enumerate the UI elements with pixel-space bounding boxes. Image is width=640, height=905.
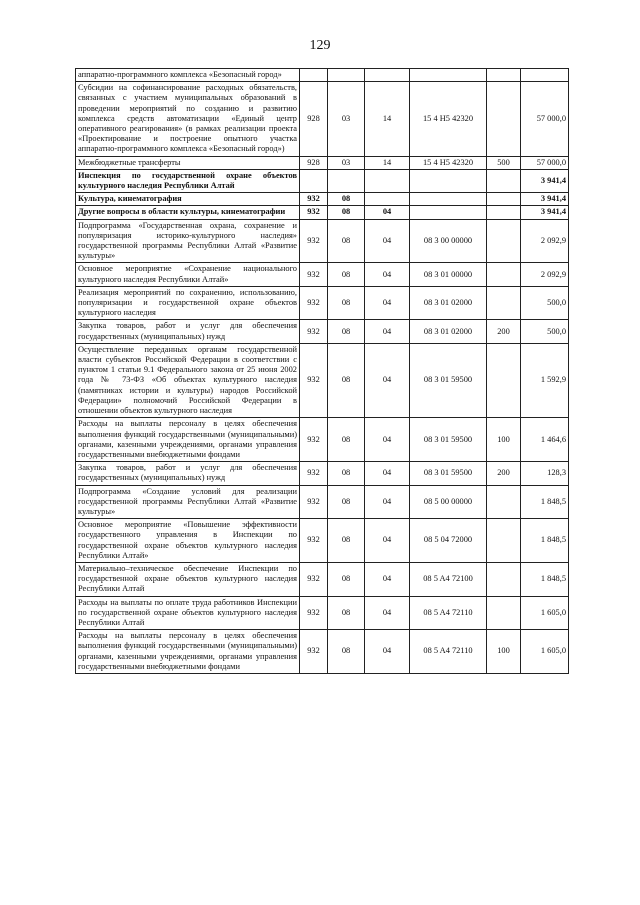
department-code-cell: 932: [300, 485, 328, 519]
amount-cell: 3 941,4: [521, 193, 569, 206]
target-article-cell: [410, 206, 487, 219]
expense-type-cell: [487, 206, 521, 219]
amount-cell: 500,0: [521, 286, 569, 320]
row-name-cell: Закупка товаров, работ и услуг для обеспечения государственных (муниципальных) нужд: [76, 462, 300, 485]
section-code-cell: 08: [328, 263, 365, 286]
department-code-cell: 932: [300, 630, 328, 674]
target-article-cell: 08 3 01 59500: [410, 462, 487, 485]
table-row: [76, 562, 569, 596]
target-article-cell: 15 4 H5 42320: [410, 82, 487, 156]
row-name-cell: Основное мероприятие «Сохранение национального культурного наследия Республики Алтай»: [76, 263, 300, 286]
table-row: [76, 193, 569, 206]
department-code-cell: 928: [300, 156, 328, 169]
expense-type-cell: [487, 193, 521, 206]
expense-type-cell: [487, 343, 521, 417]
target-article-cell: 08 3 01 59500: [410, 418, 487, 462]
section-code-cell: 08: [328, 206, 365, 219]
table-row: [76, 263, 569, 286]
expense-type-cell: [487, 596, 521, 630]
subsection-code-cell: 04: [365, 462, 410, 485]
target-article-cell: 08 5 A4 72110: [410, 630, 487, 674]
row-name-cell: Другие вопросы в области культуры, кинематографии: [76, 206, 300, 219]
expense-type-cell: [487, 169, 521, 192]
table-row: [76, 519, 569, 563]
subsection-code-cell: 04: [365, 320, 410, 343]
department-code-cell: 932: [300, 286, 328, 320]
target-article-cell: [410, 69, 487, 82]
expense-type-cell: [487, 69, 521, 82]
table-row: [76, 286, 569, 320]
expense-type-cell: [487, 485, 521, 519]
department-code-cell: 928: [300, 82, 328, 156]
subsection-code-cell: 04: [365, 630, 410, 674]
row-name-cell: Подпрограмма «Создание условий для реализации государственной программы Республики Алтай «Развитие культуры»: [76, 485, 300, 519]
section-code-cell: 08: [328, 485, 365, 519]
table-row: [76, 596, 569, 630]
table-row: [76, 320, 569, 343]
expense-type-cell: 200: [487, 320, 521, 343]
amount-cell: 2 092,9: [521, 263, 569, 286]
target-article-cell: 08 5 A4 72100: [410, 562, 487, 596]
department-code-cell: 932: [300, 193, 328, 206]
budget-table: [75, 68, 569, 674]
subsection-code-cell: 04: [365, 418, 410, 462]
row-name-cell: Подпрограмма «Государственная охрана, сохранение и популяризация историко-культурного наследия» государственной программы Республики Алтай «Развитие культуры»: [76, 219, 300, 263]
target-article-cell: 08 5 04 72000: [410, 519, 487, 563]
target-article-cell: 08 3 00 00000: [410, 219, 487, 263]
section-code-cell: 08: [328, 320, 365, 343]
table-row: [76, 630, 569, 674]
department-code-cell: 932: [300, 596, 328, 630]
table-row: [76, 462, 569, 485]
table-row: [76, 206, 569, 219]
amount-cell: 57 000,0: [521, 156, 569, 169]
amount-cell: 57 000,0: [521, 82, 569, 156]
expense-type-cell: [487, 519, 521, 563]
expense-type-cell: 500: [487, 156, 521, 169]
row-name-cell: Инспекция по государственной охране объектов культурного наследия Республики Алтай: [76, 169, 300, 192]
subsection-code-cell: 04: [365, 485, 410, 519]
subsection-code-cell: [365, 169, 410, 192]
section-code-cell: 08: [328, 630, 365, 674]
expense-type-cell: 100: [487, 630, 521, 674]
expense-type-cell: [487, 562, 521, 596]
section-code-cell: 08: [328, 343, 365, 417]
department-code-cell: 932: [300, 418, 328, 462]
row-name-cell: Субсидии на софинансирование расходных обязательств, связанных с участием муниципальных образований в проведении мероприятий по созданию и развитию комплекса средств автоматизации «Единый центр оперативного реагирования» (в рамках реализации проекта «Проектирование и построение опытного участка аппаратно-программного комплекса «Безопасный город»): [76, 82, 300, 156]
department-code-cell: 932: [300, 263, 328, 286]
section-code-cell: 03: [328, 156, 365, 169]
target-article-cell: 15 4 H5 42320: [410, 156, 487, 169]
department-code-cell: 932: [300, 320, 328, 343]
table-row: [76, 418, 569, 462]
row-name-cell: Основное мероприятие «Повышение эффективности государственного управления в Инспекции по государственной охране объектов культурного наследия Республики Алтай»: [76, 519, 300, 563]
department-code-cell: 932: [300, 343, 328, 417]
amount-cell: 1 848,5: [521, 562, 569, 596]
section-code-cell: 08: [328, 596, 365, 630]
table-row: [76, 69, 569, 82]
target-article-cell: [410, 193, 487, 206]
subsection-code-cell: 04: [365, 596, 410, 630]
section-code-cell: 08: [328, 219, 365, 263]
department-code-cell: 932: [300, 462, 328, 485]
target-article-cell: [410, 169, 487, 192]
subsection-code-cell: 04: [365, 219, 410, 263]
row-name-cell: Межбюджетные трансферты: [76, 156, 300, 169]
row-name-cell: Расходы на выплаты персоналу в целях обеспечения выполнения функций государственными (муниципальными) органами, казенными учреждениями, органами управления государственными внебюджетными фондами: [76, 418, 300, 462]
amount-cell: [521, 69, 569, 82]
row-name-cell: аппаратно-программного комплекса «Безопасный город»: [76, 69, 300, 82]
subsection-code-cell: 14: [365, 82, 410, 156]
section-code-cell: 03: [328, 82, 365, 156]
subsection-code-cell: 14: [365, 156, 410, 169]
table-row: [76, 82, 569, 156]
expense-type-cell: [487, 82, 521, 156]
subsection-code-cell: 04: [365, 519, 410, 563]
target-article-cell: 08 5 00 00000: [410, 485, 487, 519]
amount-cell: 1 592,9: [521, 343, 569, 417]
department-code-cell: 932: [300, 562, 328, 596]
amount-cell: 128,3: [521, 462, 569, 485]
row-name-cell: Осуществление переданных органам государственной власти субъектов Российской Федерации в соответствии с пунктом 1 статьи 9.1 Федерального закона от 25 июня 2002 года № 73-ФЗ «Об объектах культурного наследия (памятниках истории и культуры) народов Российской Федерации» полномочий Российской Федерации в отношении объектов культурного наследия: [76, 343, 300, 417]
department-code-cell: [300, 169, 328, 192]
section-code-cell: 08: [328, 519, 365, 563]
row-name-cell: Расходы на выплаты персоналу в целях обеспечения выполнения функций государственными (муниципальными) органами, казенными учреждениями, органами управления государственными внебюджетными фондами: [76, 630, 300, 674]
page-number: 129: [309, 38, 331, 53]
row-name-cell: Культура, кинематография: [76, 193, 300, 206]
amount-cell: 3 941,4: [521, 206, 569, 219]
subsection-code-cell: [365, 193, 410, 206]
section-code-cell: 08: [328, 562, 365, 596]
table-row: [76, 219, 569, 263]
department-code-cell: 932: [300, 519, 328, 563]
target-article-cell: 08 3 01 02000: [410, 320, 487, 343]
amount-cell: 2 092,9: [521, 219, 569, 263]
subsection-code-cell: 04: [365, 263, 410, 286]
section-code-cell: 08: [328, 418, 365, 462]
section-code-cell: 08: [328, 462, 365, 485]
row-name-cell: Материально–техническое обеспечение Инспекции по государственной охране объектов культурного наследия Республики Алтай: [76, 562, 300, 596]
section-code-cell: [328, 69, 365, 82]
table-row: [76, 169, 569, 192]
subsection-code-cell: [365, 69, 410, 82]
target-article-cell: 08 3 01 59500: [410, 343, 487, 417]
department-code-cell: [300, 69, 328, 82]
expense-type-cell: [487, 263, 521, 286]
subsection-code-cell: 04: [365, 562, 410, 596]
amount-cell: 1 605,0: [521, 596, 569, 630]
table-row: [76, 343, 569, 417]
section-code-cell: 08: [328, 193, 365, 206]
target-article-cell: 08 5 A4 72110: [410, 596, 487, 630]
table-row: [76, 485, 569, 519]
target-article-cell: 08 3 01 00000: [410, 263, 487, 286]
table-body: [76, 69, 569, 674]
amount-cell: 500,0: [521, 320, 569, 343]
row-name-cell: Расходы на выплаты по оплате труда работников Инспекции по государственной охране объектов культурного наследия Республики Алтай: [76, 596, 300, 630]
section-code-cell: 08: [328, 286, 365, 320]
amount-cell: 1 605,0: [521, 630, 569, 674]
section-code-cell: [328, 169, 365, 192]
target-article-cell: 08 3 01 02000: [410, 286, 487, 320]
table-row: [76, 156, 569, 169]
amount-cell: 1 464,6: [521, 418, 569, 462]
expense-type-cell: 200: [487, 462, 521, 485]
expense-type-cell: [487, 219, 521, 263]
amount-cell: 1 848,5: [521, 519, 569, 563]
subsection-code-cell: 04: [365, 343, 410, 417]
amount-cell: 3 941,4: [521, 169, 569, 192]
subsection-code-cell: 04: [365, 286, 410, 320]
row-name-cell: Закупка товаров, работ и услуг для обеспечения государственных (муниципальных) нужд: [76, 320, 300, 343]
expense-type-cell: [487, 286, 521, 320]
expense-type-cell: 100: [487, 418, 521, 462]
amount-cell: 1 848,5: [521, 485, 569, 519]
subsection-code-cell: 04: [365, 206, 410, 219]
row-name-cell: Реализация мероприятий по сохранению, использованию, популяризации и государственной охране объектов культурного наследия: [76, 286, 300, 320]
department-code-cell: 932: [300, 206, 328, 219]
department-code-cell: 932: [300, 219, 328, 263]
